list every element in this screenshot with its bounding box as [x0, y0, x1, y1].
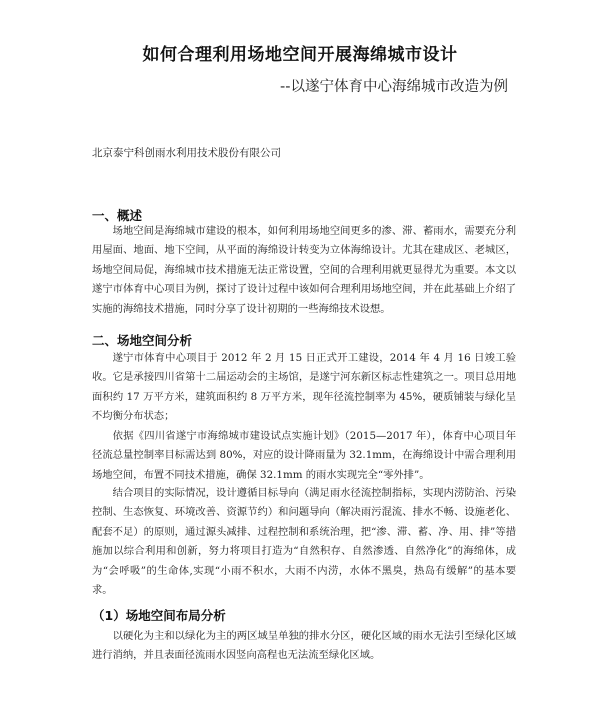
site-analysis-paragraph-1: 遂宁市体育中心项目于 2012 年 2 月 15 日正式开工建设，2014 年 4 月 16 日竣工验收。它是承接四川省第十二届运动会的主场馆，是遂宁河东新区标志性建筑之一。项目总用地面积约 17 万平方米，建筑面积约 8 万平方米，现年径流控制率为 45%，硬质铺装与绿化呈不均衡分布状态； [92, 352, 516, 423]
overview-paragraph: 场地空间是海绵城市建设的根本，如何利用场地空间更多的渗、滞、蓄雨水，需要充分利用屋面、地面、地下空间，从平面的海绵设计转变为立体海绵设计。尤其在建成区、老城区，场地空间局促，海绵城市技术措施无法正常设置，空间的合理利用就更显得尤为重要。本文以遂宁市体育中心项目为例，探讨了设计过程中该如何合理利用场地空间，并在此基础上介绍了实施的海绵技术措施，同时分享了设计初期的一些海绵技术设想。 [92, 225, 516, 315]
subsection-heading-layout: （1）场地空间布局分析 [92, 608, 226, 623]
site-analysis-paragraph-3: 结合项目的实际情况，设计遵循目标导向（满足雨水径流控制指标，实现内涝防治、污染控制、生态恢复、环境改善、资源节约）和问题导向（解决雨污混流、排水不畅、设施老化、配套不足）的原则，通过源头减排、过程控制和系统治理，把“渗、滞、蓄、净、用、排”等措施加以综合利用和创新，努力将项目打造为“自然积存、自然渗透、自然净化”的海绵体，成为“会呼吸”的生命体,实现“小雨不积水，大雨不内涝，水体不黑臭，热岛有缓解”的基本要求。 [92, 487, 516, 597]
site-analysis-paragraph-2: 依据《四川省遂宁市海绵城市建设试点实施计划》（2015—2017 年），体育中心项目年径流总量控制率目标需达到 80%，对应的设计降雨量为 32.1mm，在海绵设计中需合理利用场地空间，布置不同技术措施，确保 32.1mm 的雨水实现完全“零外排”。 [92, 430, 516, 481]
section-heading-overview: 一、概述 [92, 208, 143, 223]
author-affiliation: 北京泰宁科创雨水利用技术股份有限公司 [92, 147, 281, 159]
section-heading-site-analysis: 二、场地空间分析 [92, 333, 193, 348]
document-title: 如何合理利用场地空间开展海绵城市设计 [142, 45, 458, 65]
layout-paragraph: 以硬化为主和以绿化为主的两区域呈单独的排水分区，硬化区域的雨水无法引至绿化区域进行消纳，并且表面径流雨水因竖向高程也无法流至绿化区域。 [92, 630, 516, 662]
document-subtitle: --以遂宁体育中心海绵城市改造为例 [280, 79, 508, 95]
